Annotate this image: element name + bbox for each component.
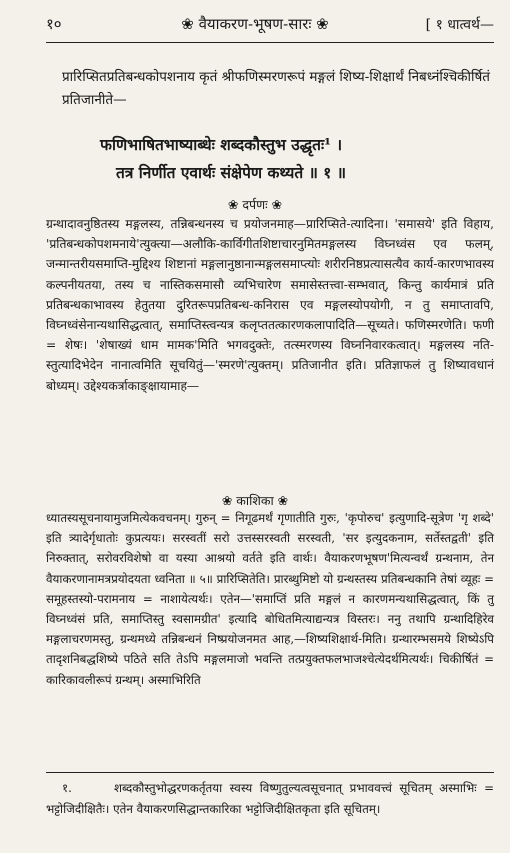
kashika-commentary: ध्यातस्यसूचनायामुजमित्येकवचनम्। गुरुन् = निगूढमर्थं गृणातीति गुरुः, 'कृपोरुच' इत्युणादि-सूत्रेण 'गृ शब्दे' इति त्र्यादेर्गृधातोः कुप्रत्ययः। सरस्वतीं सरो उत्तस्सरस्वती सरस्वती, 'सर इत्युदकनाम, सर्तेस्तद्वती' इति निरुक्तात्, सरोवरविशेषो वा यस्या आश्रयो वर्तते इति वार्थः। वैयाकरणभूषण'मित्यन्वर्थं ग्रन्थनाम, तेन वैयाकरणानामत्रप्रयोदयता ध्वनिता ॥ ५॥ प्रारिप्सितेति। प्रारब्धुमिष्टो यो ग्रन्थस्तस्य प्रतिबन्धकानि तेषां व्यूहः = समूहस्तस्यो-परामनाय = नाशायेत्यर्थः। एतेन—'समाप्तिं प्रति मङ्गलं न कारणमन्यथासिद्धत्वात्, किं तु विघ्नध्वंसं प्रति, समाप्तिस्तु स्वसामग्रीत' इत्यादि बोधितमित्याद्यन्यत्र विस्तरः। ननु तथापि ग्रन्थादिहिरेव मङ्गलाचरणमस्तु, ग्रन्थमध्ये तन्निबन्धनं निष्प्रयोजनमत आह,—शिष्यशिक्षार्थ-मिति। ग्रन्थारम्भसमये शिष्येऽपि तादृशनिबद्धशिष्ये पठिते सति तेऽपि मङ्गलमाजो भवन्ति तत्प्रयुक्तफलभाजश्चेत्येदर्थमित्यर्थः। चिकीर्षितं = कारिकावलीरूपं ग्रन्थम्। अस्माभिरिति bbox=[46, 511, 494, 687]
darpana-commentary: ग्रन्थादावनुष्ठितस्य मङ्गलस्य, तन्निबन्धनस्य च प्रयोजनमाह—प्रारिप्सिते-त्यादिना। 'समासये' इति विहाय, 'प्रतिबन्धकोपशमनाये'त्युक्त्या—अलौकि-कार्विगीतशिष्टाचारनुमितमङ्गलस्य विघ्नध्वंस एव फलम्, जन्मान्तरीयसमाप्ति-मुद्दिश्य शिष्टानां मङ्गलानुष्ठानान्मङ्गलसमाप्त्योः शरीरनिष्ठप्रत्यासत्यैव कार्य-कारणभावस्य कल्पनीयतया, तस्य च नास्तिकसमासौ व्यभिचारेण समासेस्तत्त्वा-सम्भवात्, किन्तु कार्यमात्रं प्रति प्रतिबन्धकाभावस्य हेतुतया दुरितरूपप्रतिबन्ध-कनिरास एव मङ्गलस्योपयोगी, न तु समाप्तावपि, विघ्नध्वंसेनान्यथासिद्धत्वात्, समाप्तिस्त्वन्यत्र कलृप्ततत्कारणकलापादिति—सूच्यते। फणिस्मरणेति। फणी = शेषः। 'शेषाख्यं धाम मामक'मिति भगवदुक्तेः, तत्स्मरणस्य विघ्ननिवारकत्वात्। मङ्गलस्य नति-स्तुत्यादिभेदेन नानात्वमिति सूचयितुं—'स्मरणे'त्युक्तम्। प्रतिजानीत इति। प्रतिज्ञाफलं तु शिष्यावधानं बोध्यम्। उद्देश्यकर्त्राकाङ्क्षायामाह— bbox=[46, 217, 494, 393]
footnote bbox=[46, 778, 494, 820]
intro-paragraph: प्रारिप्सितप्रतिबन्धकोपशनाय कृतं श्रीफणिस्मरणरूपं मङ्गलं शिष्य-शिक्षार्थं निबध्नंश्चिकीर्षितं प्रतिजानीते— bbox=[62, 69, 490, 108]
page-number: १० bbox=[46, 15, 62, 33]
header-rule bbox=[46, 42, 494, 43]
footnote-text: शब्दकौस्तुभोद्धरणकर्तृतया स्वस्य विष्णुतुल्यत्वसूचनात् प्रभाववत्त्वं सूचितम् अस्माभिः = भट्टोजिदीक्षितैः। एतेन वैयाकरणसिद्धान्तकारिका भट्टोजिदीक्षितकृता इति सूचितम्। bbox=[46, 781, 494, 816]
footnote-rule bbox=[46, 772, 494, 773]
kashika-heading: ❀ काशिका ❀ bbox=[221, 493, 289, 508]
footnote-number: १. bbox=[62, 781, 72, 795]
section-marker: [ १ धात्वर्थ— bbox=[425, 16, 494, 33]
page-header bbox=[46, 12, 494, 36]
verse-line-1: फणिभाषितभाष्याब्धेः शब्दकौस्तुभ उद्धृतः¹ । bbox=[100, 135, 343, 154]
verse-line-2: तत्र निर्णीत एवार्थः संक्षेपेण कथ्यते ॥ १ ॥ bbox=[116, 163, 347, 182]
darpana-heading: ❀ दर्पणः ❀ bbox=[227, 197, 283, 212]
running-title: ❀ वैयाकरण-भूषण-सारः ❀ bbox=[181, 15, 329, 33]
